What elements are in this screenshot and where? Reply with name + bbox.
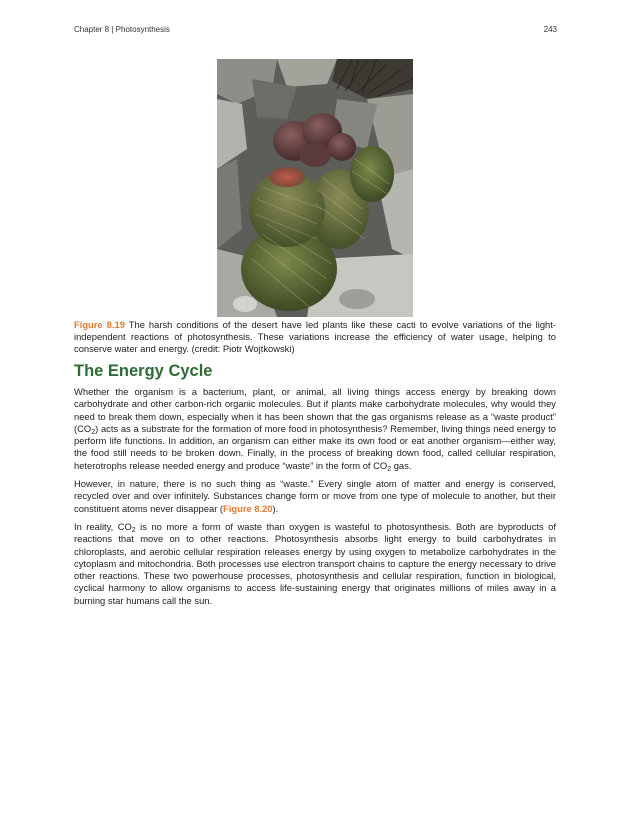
figure-8-20-link[interactable]: Figure 8.20 [223,502,273,514]
cactus-photo [217,59,413,317]
running-header-chapter: Chapter 8 | Photosynthesis [74,25,170,34]
page-number: 243 [543,25,557,34]
figure-caption-text: The harsh conditions of the desert have led plants like these cacti to evolve variations of the light-independent reactions of photosynthesis. These variations increase the efficiency of water usage, helping to conserve water and energy. (credit: Piotr Wojtkowski) [74,319,556,354]
body-text [74,386,556,613]
section-title: The Energy Cycle [74,362,213,380]
paragraph-2: However, in nature, there is no such thing as “waste.” Every single atom of matter and energy is conserved, recycled over and over infinitely. Substances change form or move from one type of molecule to another, but their constituent atoms never disappear (Figure 8.20). [74,478,556,514]
paragraph-3: In reality, $CO_2$ is no more a form of waste than oxygen is wasteful to photosynthesis. Both are byproducts of reactions that move on to other reactions. Photosynthesis absorbs light energy to build carbohydrates in chloroplasts, and aerobic cellular respiration releases energy by using oxygen to metabolize carbohydrates in the cytoplasm and mitochondria. Both processes use electron transport chains to capture the energy necessary to drive other reactions. These two powerhouse processes, photosynthesis and cellular respiration, function in biological, cyclical harmony to allow organisms to access life-sustaining energy that originates millions of miles away in a burning star humans call the sun. [74,520,556,606]
figure-caption [74,319,556,355]
paragraph-1: Whether the organism is a bacterium, plant, or animal, all living things access energy by breaking down carbohydrate and other carbon-rich organic molecules. But if plants make carbohydrate molecules, why would they need to break them down, especially when it has been shown that the gas organisms release as a “waste product” $(CO_2)$ acts as a substrate for the formation of more food in photosynthesis? Remember, living things need energy to perform life functions. In addition, an organism can either make its own food or eat another organism—either way, the food still needs to be broken down. Finally, in the process of breaking down food, called cellular respiration, heterotrophs release needed energy and produce “waste” in the form of $CO_2$ gas. [74,386,556,473]
figure-label: Figure 8.19 [74,319,125,330]
